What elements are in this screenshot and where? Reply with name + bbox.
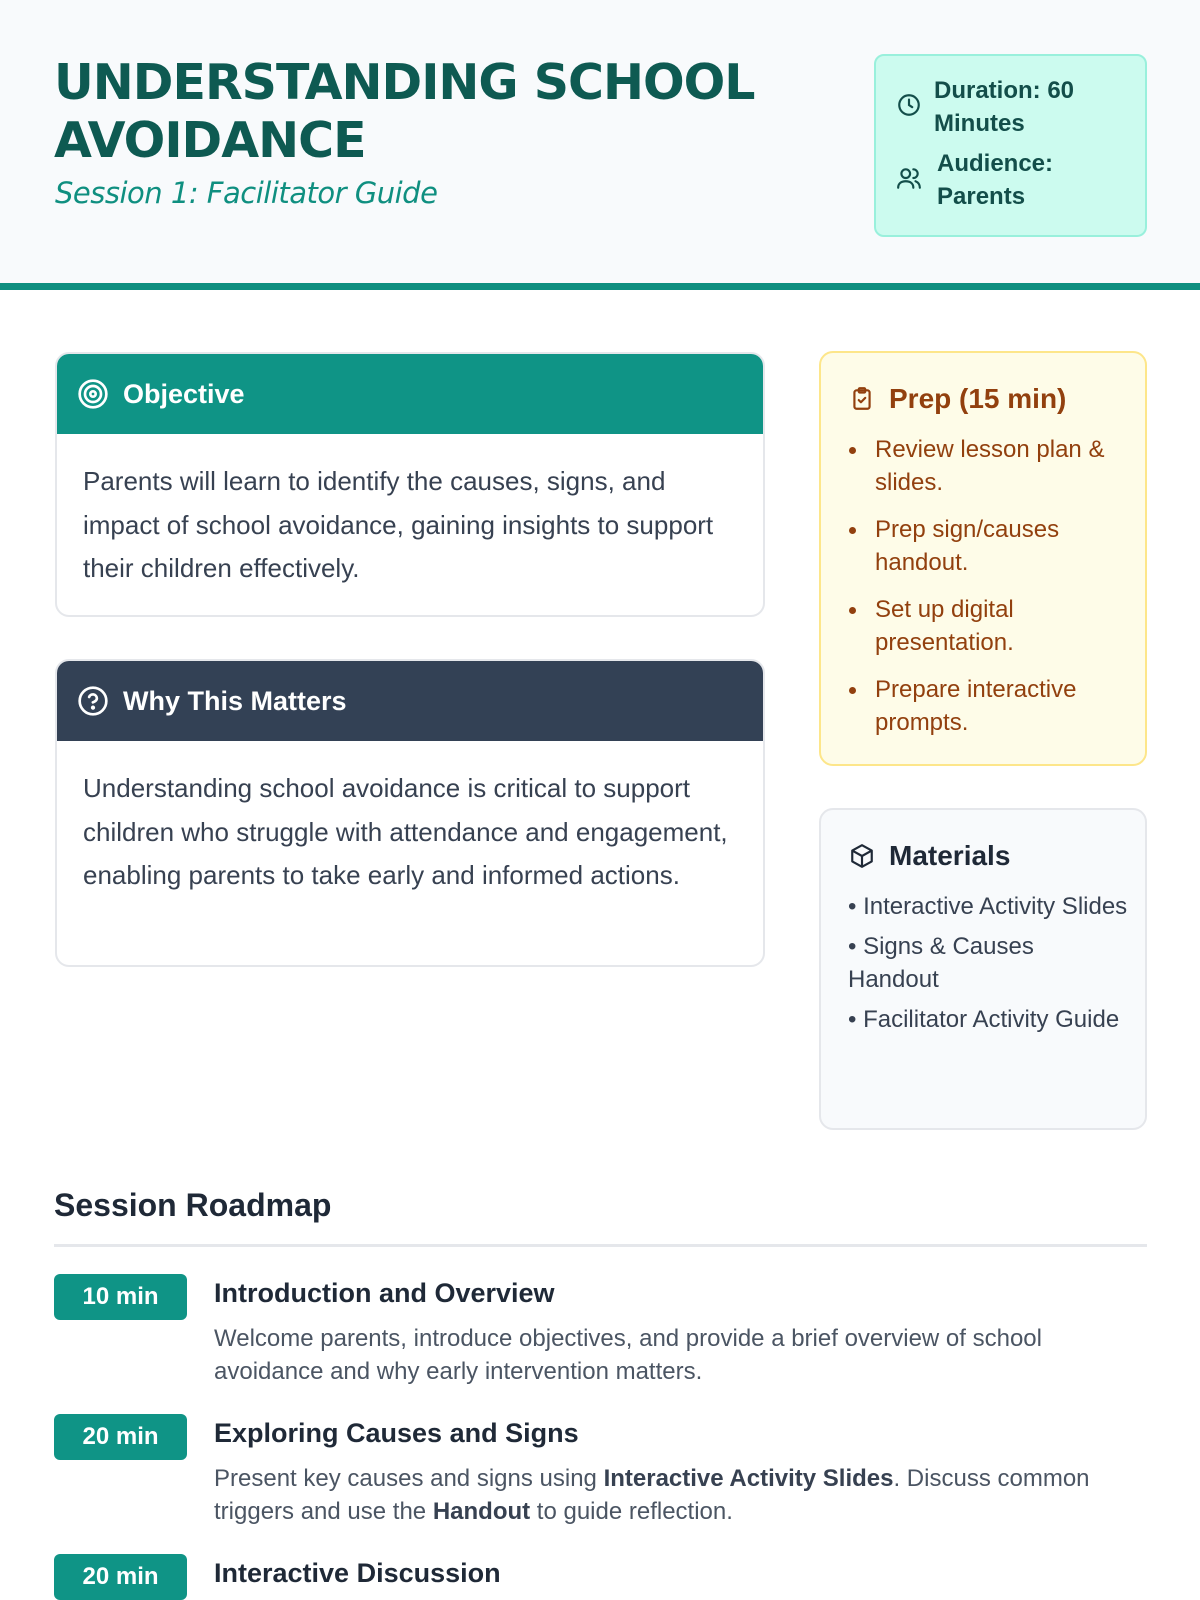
session-meta [874, 54, 1147, 237]
materials-heading: Materials [889, 840, 1011, 871]
step-desc-text: to guide reflection. [530, 1498, 733, 1525]
step-description: Welcome parents, introduce objectives, and provide a brief overview of school avoidance and why early intervention matters. [214, 1325, 1042, 1385]
objective-heading: Objective [123, 378, 245, 409]
roadmap-heading: Session Roadmap [54, 1187, 332, 1223]
users-icon [896, 165, 922, 191]
step-title: Interactive Discussion [214, 1558, 501, 1588]
materials-item: • Signs & Causes Handout [848, 933, 1034, 993]
step-desc-text: . Discuss common triggers and use the [214, 1465, 1090, 1525]
prep-box [819, 351, 1147, 766]
page-subtitle: Session 1: Facilitator Guide [55, 176, 438, 210]
step-desc-text: Present key causes and signs using [214, 1465, 604, 1492]
step-time-badge: 20 min [54, 1554, 187, 1600]
objective-card [55, 352, 765, 617]
prep-heading: Prep (15 min) [889, 383, 1067, 414]
step-time-badge: 10 min [54, 1274, 187, 1320]
roadmap-divider [54, 1244, 1147, 1247]
step-title: Exploring Causes and Signs [214, 1418, 579, 1448]
materials-box [819, 808, 1147, 1130]
materials-list [848, 890, 1128, 1043]
audience-text: Audience: Parents [937, 150, 1054, 210]
page-title: UNDERSTANDING SCHOOL AVOIDANCE [54, 54, 755, 169]
prep-list [875, 433, 1135, 753]
why-heading: Why This Matters [123, 685, 347, 716]
why-card [55, 659, 765, 967]
objective-body: Parents will learn to identify the causes, signs, and impact of school avoidance, gaining insights to support their children effectively. [83, 466, 714, 583]
prep-item: Prepare interactive prompts. [875, 673, 1135, 739]
prep-item: Set up digital presentation. [875, 593, 1135, 659]
clipboard-check-icon [849, 386, 875, 412]
why-body: Understanding school avoidance is critical to support children who struggle with attendance and engagement, enabling parents to take early and informed actions. [83, 773, 728, 890]
step-desc-bold: Interactive Activity Slides [603, 1465, 894, 1492]
step-description [214, 1462, 1114, 1528]
page-header [0, 0, 1200, 290]
duration-row [896, 74, 1094, 140]
package-icon [849, 843, 875, 869]
materials-item: • Interactive Activity Slides [848, 893, 1128, 920]
step-desc-bold: Handout [432, 1498, 531, 1525]
materials-item: • Facilitator Activity Guide [848, 1006, 1120, 1033]
objective-header [57, 354, 763, 434]
clock-icon [896, 92, 922, 118]
why-header [57, 661, 763, 741]
duration-text: Duration: 60 Minutes [934, 77, 1075, 137]
prep-item: Review lesson plan & slides. [875, 433, 1135, 499]
audience-row [896, 147, 1097, 213]
materials-title [849, 840, 1010, 872]
prep-item: Prep sign/causes handout. [875, 513, 1135, 579]
prep-title [849, 383, 1066, 415]
step-time-badge: 20 min [54, 1414, 187, 1460]
step-title: Introduction and Overview [214, 1278, 555, 1308]
target-icon [77, 378, 109, 410]
help-circle-icon [77, 685, 109, 717]
